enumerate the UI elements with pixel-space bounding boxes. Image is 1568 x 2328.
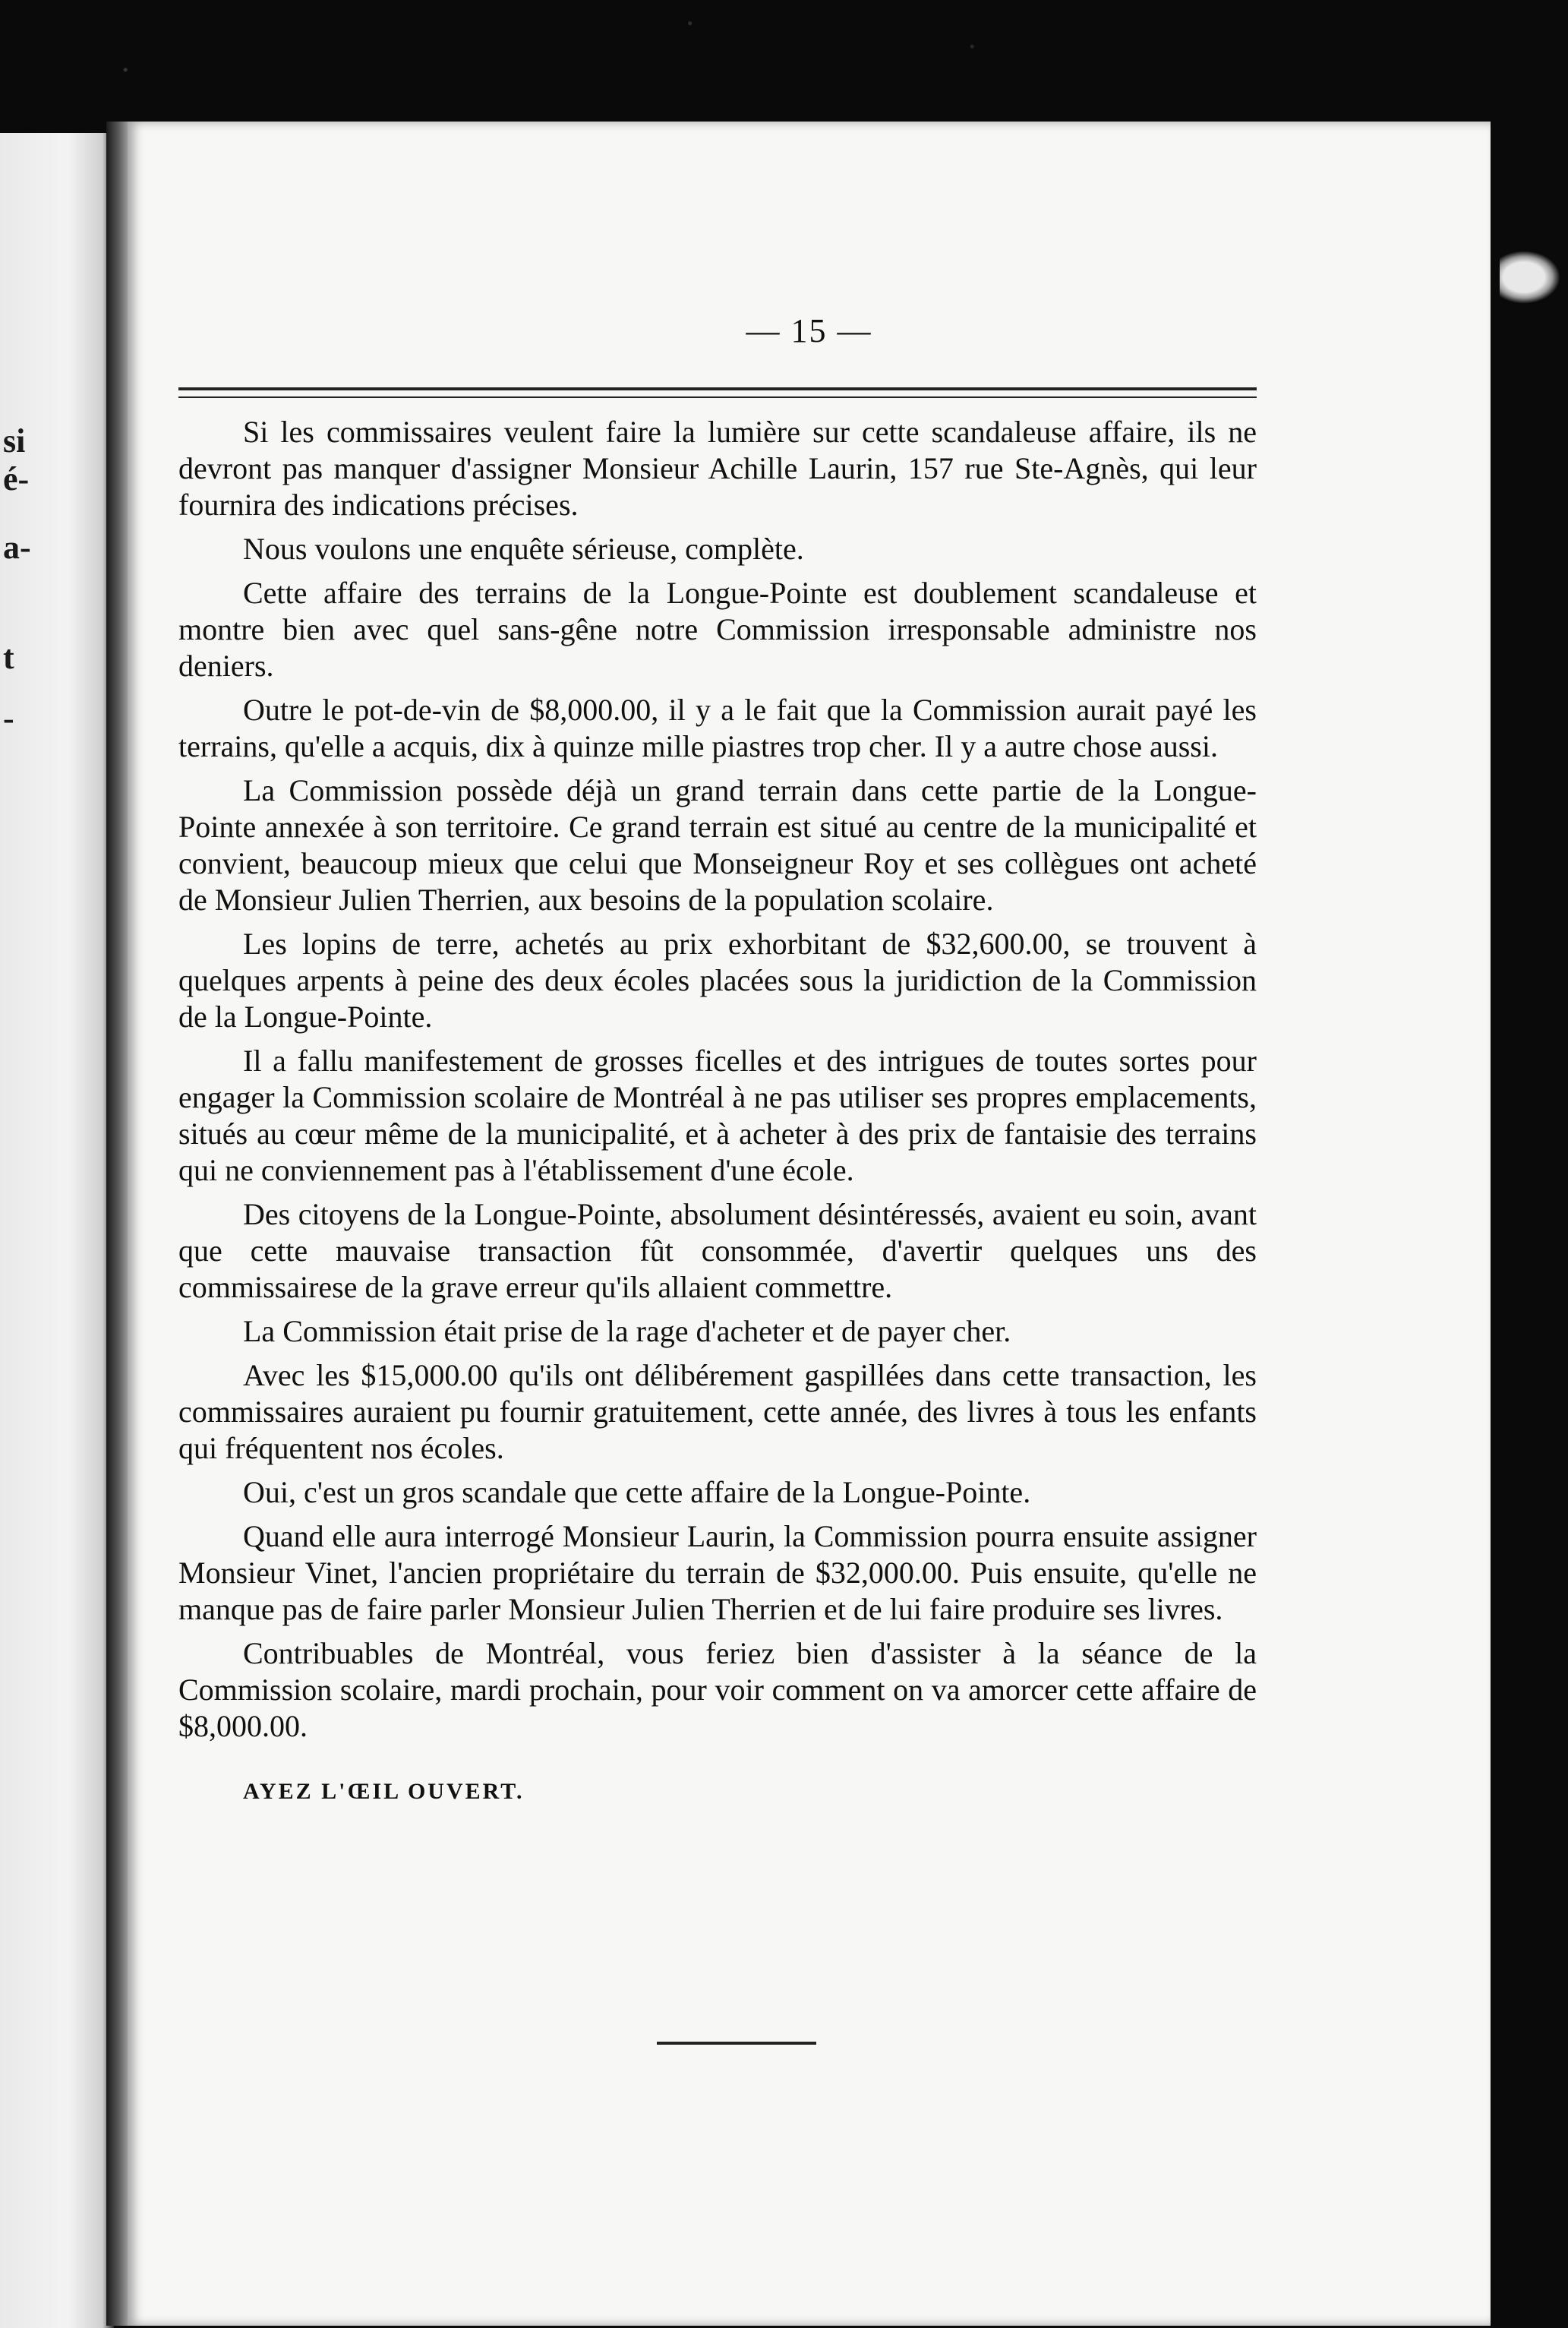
body-text: [178, 414, 1257, 1810]
scan-right-edge: [1491, 122, 1568, 2326]
paragraph: Nous voulons une enquête sérieuse, complète.: [243, 532, 804, 566]
paragraph: Contribuables de Montréal, vous feriez bien d'assister à la séance de la Commission scolaire, mardi prochain, pour voir comment on va amorcer cette affaire de $8,000.00.: [178, 1636, 1257, 1743]
paragraph: Si les commissaires veulent faire la lumière sur cette scandaleuse affaire, ils ne devront pas manquer d'assigner Monsieur Achille Laurin, 157 rue Ste-Agnès, qui leur fournira des indications précises.: [178, 415, 1257, 522]
facing-page-fragment: t: [3, 639, 14, 676]
header-rule: [178, 387, 1257, 398]
facing-page-fragment: é-: [3, 460, 30, 498]
paragraph: Il a fallu manifestement de grosses ficelles et des intrigues de toutes sortes pour engager la Commission scolaire de Montréal à ne pas utiliser ses propres emplacements, situés au cœur même de la municipalité, et à acheter à des prix de fantaisie des terrains qui ne conviennement pas à l'établissement d'une école.: [178, 1044, 1257, 1187]
paragraph: Des citoyens de la Longue-Pointe, absolument désintéressés, avaient eu soin, avant que cette mauvaise transaction fût consommée, d'avertir quelques uns des commissairese de la grave erreur qu'ils allaient commettre.: [178, 1197, 1257, 1304]
paragraph: Oui, c'est un gros scandale que cette affaire de la Longue-Pointe.: [243, 1475, 1031, 1509]
closing-signature: AYEZ L'ŒIL OUVERT.: [243, 1779, 525, 1804]
facing-page-fragment: -: [3, 700, 14, 737]
paragraph: Avec les $15,000.00 qu'ils ont délibérement gaspillées dans cette transaction, les commissaires auraient pu fournir gratuitement, cette année, des livres à tous les enfants qui fréquentent nos écoles.: [178, 1358, 1257, 1465]
paragraph: La Commission était prise de la rage d'acheter et de payer cher.: [243, 1314, 1011, 1348]
paragraph: Outre le pot-de-vin de $8,000.00, il y a le fait que la Commission aurait payé les terrains, qu'elle a acquis, dix à quinze mille piastres trop cher. Il y a autre chose aussi.: [178, 693, 1257, 763]
torn-corner: [1500, 251, 1560, 304]
paragraph: Cette affaire des terrains de la Longue-Pointe est doublement scandaleuse et montre bien avec quel sans-gêne notre Commission irresponsable administre nos deniers.: [178, 576, 1257, 683]
facing-page-edge: [0, 133, 114, 2328]
paragraph: Quand elle aura interrogé Monsieur Laurin, la Commission pourra ensuite assigner Monsieur Vinet, l'ancien propriétaire du terrain de $32,000.00. Puis ensuite, qu'elle ne manque pas de faire parler Monsieur Julien Therrien et de lui faire produire ses livres.: [178, 1519, 1257, 1626]
facing-page-fragment: si: [3, 422, 26, 460]
paragraph: La Commission possède déjà un grand terrain dans cette partie de la Longue-Pointe annexée à son territoire. Ce grand terrain est situé au centre de la municipalité et convient, beaucoup mieux que celui que Monseigneur Roy et ses collègues ont acheté de Monsieur Julien Therrien, aux besoins de la population scolaire.: [178, 773, 1257, 917]
facing-page-fragment: a-: [3, 529, 31, 566]
document-page: [128, 122, 1491, 2326]
end-rule: [657, 2042, 816, 2045]
paragraph: Les lopins de terre, achetés au prix exhorbitant de $32,600.00, se trouvent à quelques arpents à peine des deux écoles placées sous la juridiction de la Commission de la Longue-Pointe.: [178, 927, 1257, 1034]
page-number: — 15 —: [746, 312, 872, 349]
